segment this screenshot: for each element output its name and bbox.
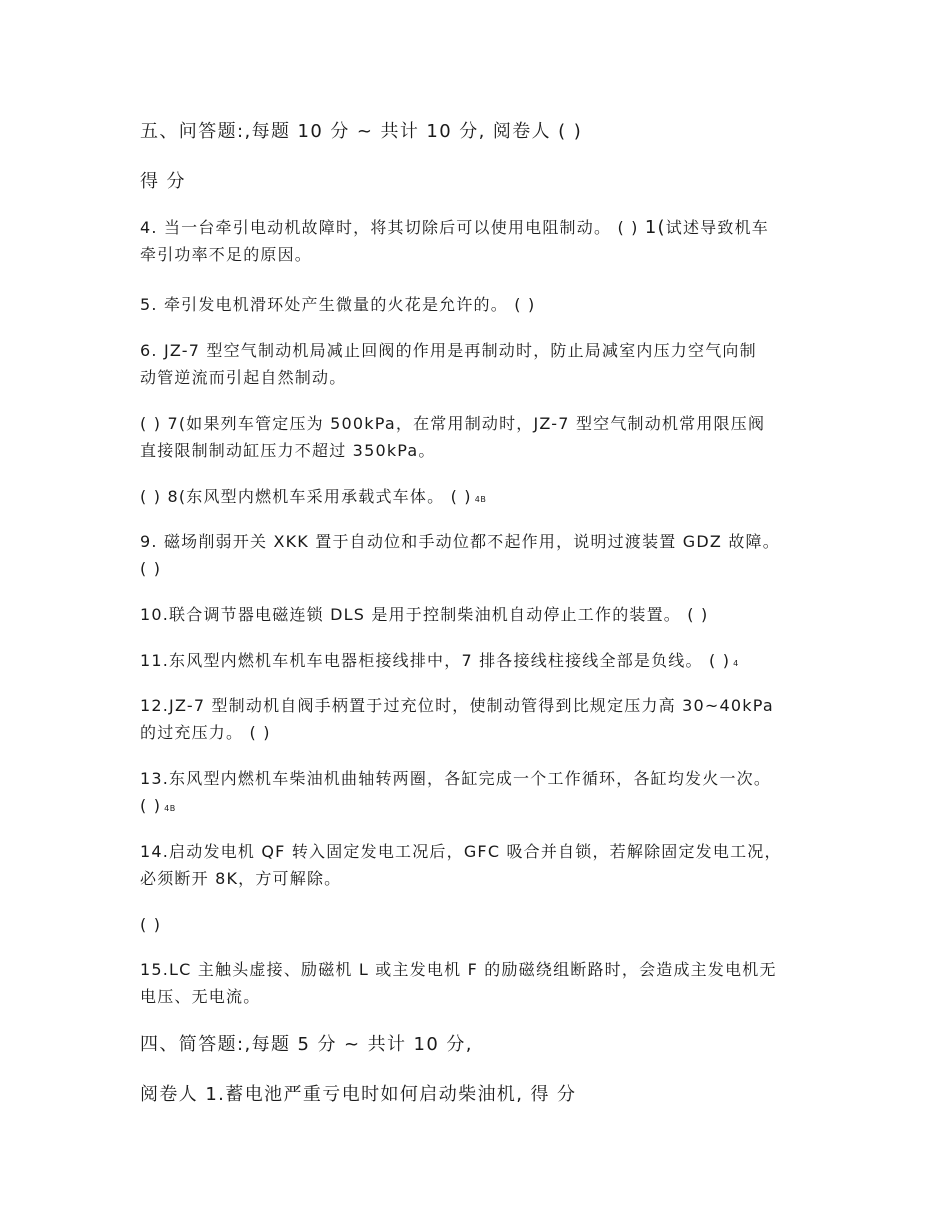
question-10: 10.联合调节器电磁连锁 DLS 是用于控制柴油机自动停止工作的装置。 ( ) bbox=[140, 605, 709, 624]
question-13-blank: ( ) bbox=[140, 796, 162, 815]
question-8-text: ( ) 8(东风型内燃机车采用承载式车体。 ( ) bbox=[140, 487, 472, 506]
question-4-line-1 bbox=[140, 218, 820, 238]
question-15-line-1: 15.LC 主触头虚接、励磁机 L 或主发电机 F 的励磁绕组断路时，会造成主发电机无 bbox=[140, 960, 777, 979]
question-1-number: 1( bbox=[644, 217, 666, 238]
question-8 bbox=[140, 487, 820, 510]
question-6-line-1: 6. JZ-7 型空气制动机局减止回阀的作用是再制动时，防止局减室内压力空气向制 bbox=[140, 341, 757, 360]
question-13-mark: 4B bbox=[164, 804, 176, 813]
question-14-line-3: ( ) bbox=[140, 915, 162, 934]
section-4-title: 四、简答题:,每题 5 分 ~ 共计 10 分, bbox=[140, 1034, 473, 1055]
question-14-line-1: 14.启动发电机 QF 转入固定发电工况后，GFC 吸合并自锁，若解除固定发电工况， bbox=[140, 842, 782, 861]
question-12-line-1: 12.JZ-7 型制动机自阀手柄置于过充位时，使制动管得到比规定压力高 30~40kPa bbox=[140, 696, 774, 715]
section-4-grader-line: 阅卷人 1.蓄电池严重亏电时如何启动柴油机, 得 分 bbox=[140, 1084, 577, 1105]
question-13-line-2 bbox=[140, 796, 820, 819]
question-9-line-1: 9. 磁场削弱开关 XKK 置于自动位和手动位都不起作用，说明过渡装置 GDZ 故障。 bbox=[140, 532, 780, 551]
question-8-mark: 4B bbox=[474, 495, 487, 504]
question-4-line-2: 牵引功率不足的原因。 bbox=[140, 245, 313, 264]
question-11-mark: 4 bbox=[733, 659, 739, 668]
question-6-line-2: 动管逆流而引起自然制动。 bbox=[140, 368, 347, 387]
question-11 bbox=[140, 651, 820, 674]
question-5: 5. 牵引发电机滑环处产生微量的火花是允许的。 ( ) bbox=[140, 295, 536, 314]
question-7-line-1: ( ) 7(如果列车管定压为 500kPa，在常用制动时，JZ-7 型空气制动机常用限压阀 bbox=[140, 414, 766, 433]
question-12-line-2: 的过充压力。 ( ) bbox=[140, 723, 271, 742]
section-5-title: 五、问答题:,每题 10 分 ~ 共计 10 分, 阅卷人 ( ) bbox=[140, 121, 583, 142]
question-14-line-2: 必须断开 8K，方可解除。 bbox=[140, 869, 342, 888]
question-7-line-2: 直接限制制动缸压力不超过 350kPa。 bbox=[140, 441, 436, 460]
score-label: 得 分 bbox=[140, 171, 186, 192]
question-4-text: 4. 当一台牵引电动机故障时，将其切除后可以使用电阻制动。 ( ) bbox=[140, 218, 645, 237]
question-13-line-1: 13.东风型内燃机车柴油机曲轴转两圈，各缸完成一个工作循环，各缸均发火一次。 bbox=[140, 769, 772, 788]
question-1-text: 试述导致机车 bbox=[665, 218, 769, 237]
question-11-text: 11.东风型内燃机车机车电器柜接线排中，7 排各接线柱接线全部是负线。 ( ) bbox=[140, 651, 731, 670]
question-15-line-2: 电压、无电流。 bbox=[140, 987, 261, 1006]
question-9-line-2: ( ) bbox=[140, 559, 162, 578]
